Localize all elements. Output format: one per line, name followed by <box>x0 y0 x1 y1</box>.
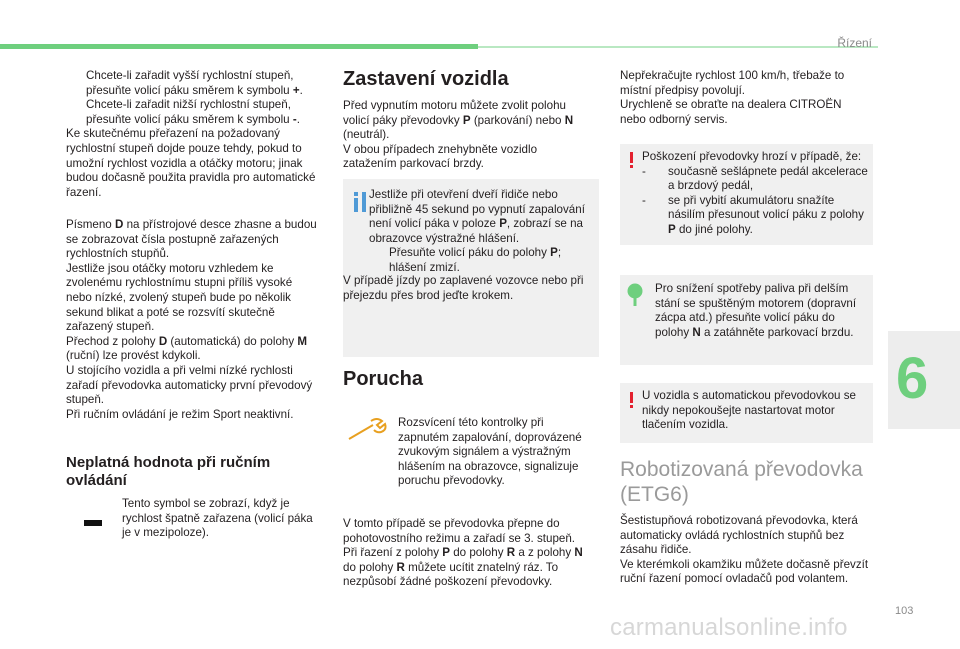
column-1-block-2 <box>66 218 318 422</box>
warning-icon <box>628 392 636 410</box>
info-box-text: Jestliže při otevření dveří řidiče nebo přibližně 45 sekund po vypnutí zapalování není volicí páka v poloze P, zobrazí se na obrazovce výstražné hlášení. Přesuňte volicí páku do polohy P; hlášení zmizí. <box>369 188 591 276</box>
info-box-last: V případě jízdy po zaplavené vozovce nebo při přejezdu přes brod jeďte krokem. <box>343 274 584 302</box>
warning-box-1-text: Poškození převodovky hrozí v případě, že: - současně sešlápnete pedál akcelerace a brzdový pedál, - se při vybití akumulátoru snažíte násilím přesunout volicí páku z polohy P do jiné polohy. <box>642 150 870 238</box>
paragraph: Jestliže jsou otáčky motoru vzhledem ke zvolenému rychlostnímu stupni příliš vysoké nebo nízké, zvolený stupeň bude po několik sekund blikat a poté se rozsvítí skutečně zařazený stupeň. <box>66 261 293 334</box>
column-3-top: Nepřekračujte rychlost 100 km/h, třebaže to místní předpisy povolují. Urychleně se obraťte na dealera CITROËN nebo odborný servis. <box>620 69 845 126</box>
list-item: Přesuňte volicí páku do polohy P; hlášení zmizí. <box>389 246 562 274</box>
column-1 <box>66 69 316 200</box>
paragraph: U stojícího vozidla a při velmi nízké rychlosti zařadí převodovka automaticky první převodový stupeň. <box>66 363 313 407</box>
heading-fault: Porucha <box>343 368 424 390</box>
heading-robotized-gearbox: Robotizovaná převodovka (ETG6) <box>620 458 863 506</box>
eco-box-text: Pro snížení spotřeby paliva při delším stání se spuštěným motorem (dopravní zácpa atd.) přesuňte volicí páku do polohy N a zatáhněte parkovací brzdu. <box>655 282 857 339</box>
robotized-text: Šestistupňová robotizovaná převodovka, která automaticky ovládá rychlostních stupňů bez zásahu řidiče. Ve kterémkoli okamžiku můžete dočasně převzít ruční řazení pomocí ovladačů pod volantem. <box>620 514 869 586</box>
heading-invalid-manual: Neplatná hodnota při ručním ovládání <box>66 454 271 489</box>
info-icon <box>354 192 366 212</box>
page-number: 103 <box>895 605 914 617</box>
list-item: Chcete-li zařadit nižší rychlostní stupeň, přesuňte volicí páku směrem k symbolu -. <box>86 98 300 126</box>
section-title: Řízení <box>837 36 872 50</box>
paragraph: Písmeno D na přístrojové desce zhasne a budou se zobrazovat čísla postupně zařazených rychlostních stupňů. <box>66 218 317 261</box>
paragraph: Přechod z polohy D (automatická) do polohy M (ruční) lze provést kdykoli. <box>66 334 308 363</box>
paragraph: Při ručním ovládání je režim Sport neaktivní. <box>66 407 294 421</box>
warning-icon <box>628 152 636 170</box>
fault-text: V tomto případě se převodovka přepne do pohotovostního režimu a zařadí se 3. stupeň. Při řazení z polohy P do polohy R a z polohy N do polohy R můžete ucítit znatelný ráz. To nezpůsobí žádné poškození převodovky. <box>343 517 583 589</box>
list-item: - současně sešlápnete pedál akcelerace a brzdový pedál, <box>642 164 868 193</box>
list-item: Chcete-li zařadit vyšší rychlostní stupeň, přesuňte volicí páku směrem k symbolu +. <box>86 69 303 97</box>
stopping-text: Před vypnutím motoru můžete zvolit polohu volicí páky převodovky P (parkování) nebo N (neutrál). V obou případech znehybněte vozidlo zatažením parkovací brzdy. <box>343 99 574 171</box>
warning-box-2-text: U vozidla s automatickou převodovkou se nikdy nepokoušejte nastartovat motor tlačením vozidla. <box>642 389 856 432</box>
invalid-gear-symbol-icon <box>84 520 102 526</box>
watermark: carmanualsonline.info <box>610 614 848 641</box>
symbol-description: Tento symbol se zobrazí, když je rychlost špatně zařazena (volicí páka je v mezipoloze). <box>122 497 313 540</box>
header-accent-line <box>478 46 878 48</box>
heading-stopping: Zastavení vozidla <box>343 68 509 90</box>
paragraph: Ke skutečnému přeřazení na požadovaný rychlostní stupeň dojde pouze tehdy, pokud to umožní rychlost vozidla a otáčky motoru; jinak budou dočasně použita pravidla pro automatické řazení. <box>66 127 316 199</box>
chapter-number: 6 <box>896 346 929 411</box>
header-accent-bar <box>0 44 478 49</box>
eco-tree-icon <box>625 283 645 307</box>
fault-description: Rozsvícení této kontrolky při zapnutém zapalování, doprovázené zvukovým signálem a výstražným hlášením na obrazovce, signalizuje poruchu převodovky. <box>398 416 582 488</box>
list-item: - se při vybití akumulátoru snažíte násilím přesunout volicí páku z polohy P do jiné polohy. <box>642 193 864 236</box>
wrench-warning-icon <box>347 417 387 443</box>
